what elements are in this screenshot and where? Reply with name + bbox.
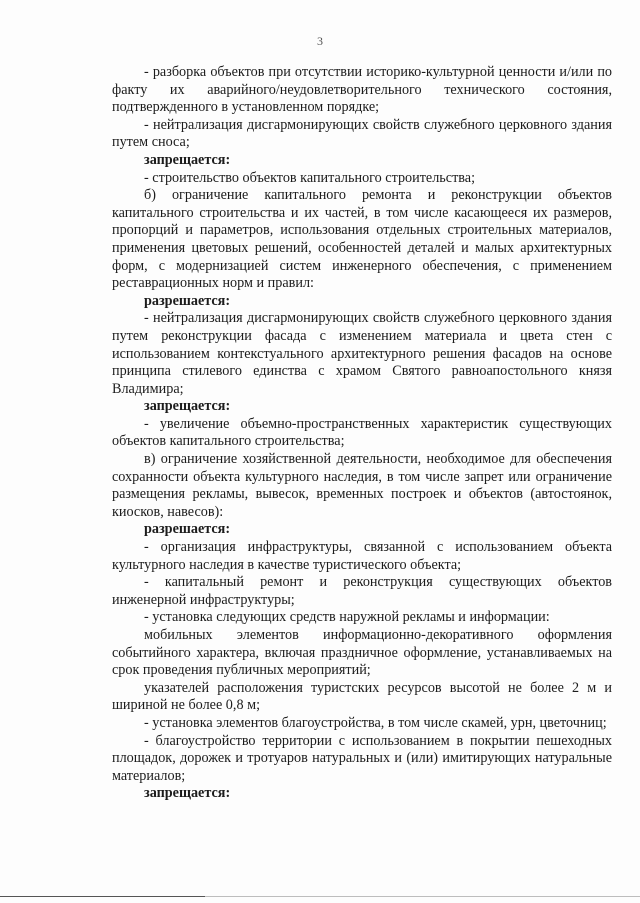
document-body <box>112 64 612 803</box>
paragraph: - увеличение объемно-пространственных характеристик существующих объектов капитального строительства; <box>112 415 612 450</box>
section-heading: разрешается: <box>144 292 231 309</box>
section-heading: запрещается: <box>144 785 231 802</box>
paragraph: - нейтрализация дисгармонирующих свойств служебного церковного здания путем сноса; <box>112 116 612 151</box>
section-heading: запрещается: <box>144 151 231 168</box>
paragraph: - разборка объектов при отсутствии историко-культурной ценности и/или по факту их аварийного/неудовлетворительного технического состояния, подтвержденного в установленном порядке; <box>112 64 612 116</box>
paragraph: б) ограничение капитального ремонта и реконструкции объектов капитального строительства и их частей, в том числе касающееся их размеров, пропорций и параметров, использования отдельных строительных материалов, применения цветовых решений, особенностей деталей и малых архитектурных форм, с модернизацией систем инженерного обеспечения, с применением реставрационных норм и правил: <box>112 187 612 292</box>
paragraph: в) ограничение хозяйственной деятельности, необходимое для обеспечения сохранности объекта культурного наследия, в том числе запрет или ограничение размещения рекламы, вывесок, временных построек и объектов (автостоянок, киосков, навесов): <box>112 451 612 520</box>
paragraph: - нейтрализация дисгармонирующих свойств служебного церковного здания путем реконструкции фасада с изменением материала и цвета стен с использованием контекстуального архитектурного решения фасадов на основе принципа стилевого единства с храмом Святого равноапостольного князя Владимира; <box>112 310 612 397</box>
paragraph: указателей расположения туристских ресурсов высотой не более 2 м и шириной не более 0,8 м; <box>112 679 612 714</box>
paragraph: - капитальный ремонт и реконструкция существующих объектов инженерной инфраструктуры; <box>112 574 612 608</box>
paragraph: - установка элементов благоустройства, в том числе скамей, урн, цветочниц; <box>144 714 607 731</box>
section-heading: запрещается: <box>144 398 231 415</box>
paragraph: - строительство объектов капитального строительства; <box>144 169 476 186</box>
paragraph: - благоустройство территории с использованием в покрытии пешеходных площадок, дорожек и тротуаров натуральных и (или) имитирующих натуральные материалов; <box>112 732 612 784</box>
page-number: 3 <box>317 34 323 48</box>
bottom-edge-line-dark <box>0 896 205 897</box>
section-heading: разрешается: <box>144 521 231 538</box>
paragraph: мобильных элементов информационно-декоративного оформления событийного характера, включая праздничное оформление, устанавливаемых на срок проведения публичных мероприятий; <box>112 627 612 679</box>
paragraph: - организация инфраструктуры, связанной с использованием объекта культурного наследия в качестве туристического объекта; <box>112 539 612 573</box>
paragraph: - установка следующих средств наружной рекламы и информации: <box>144 609 550 626</box>
